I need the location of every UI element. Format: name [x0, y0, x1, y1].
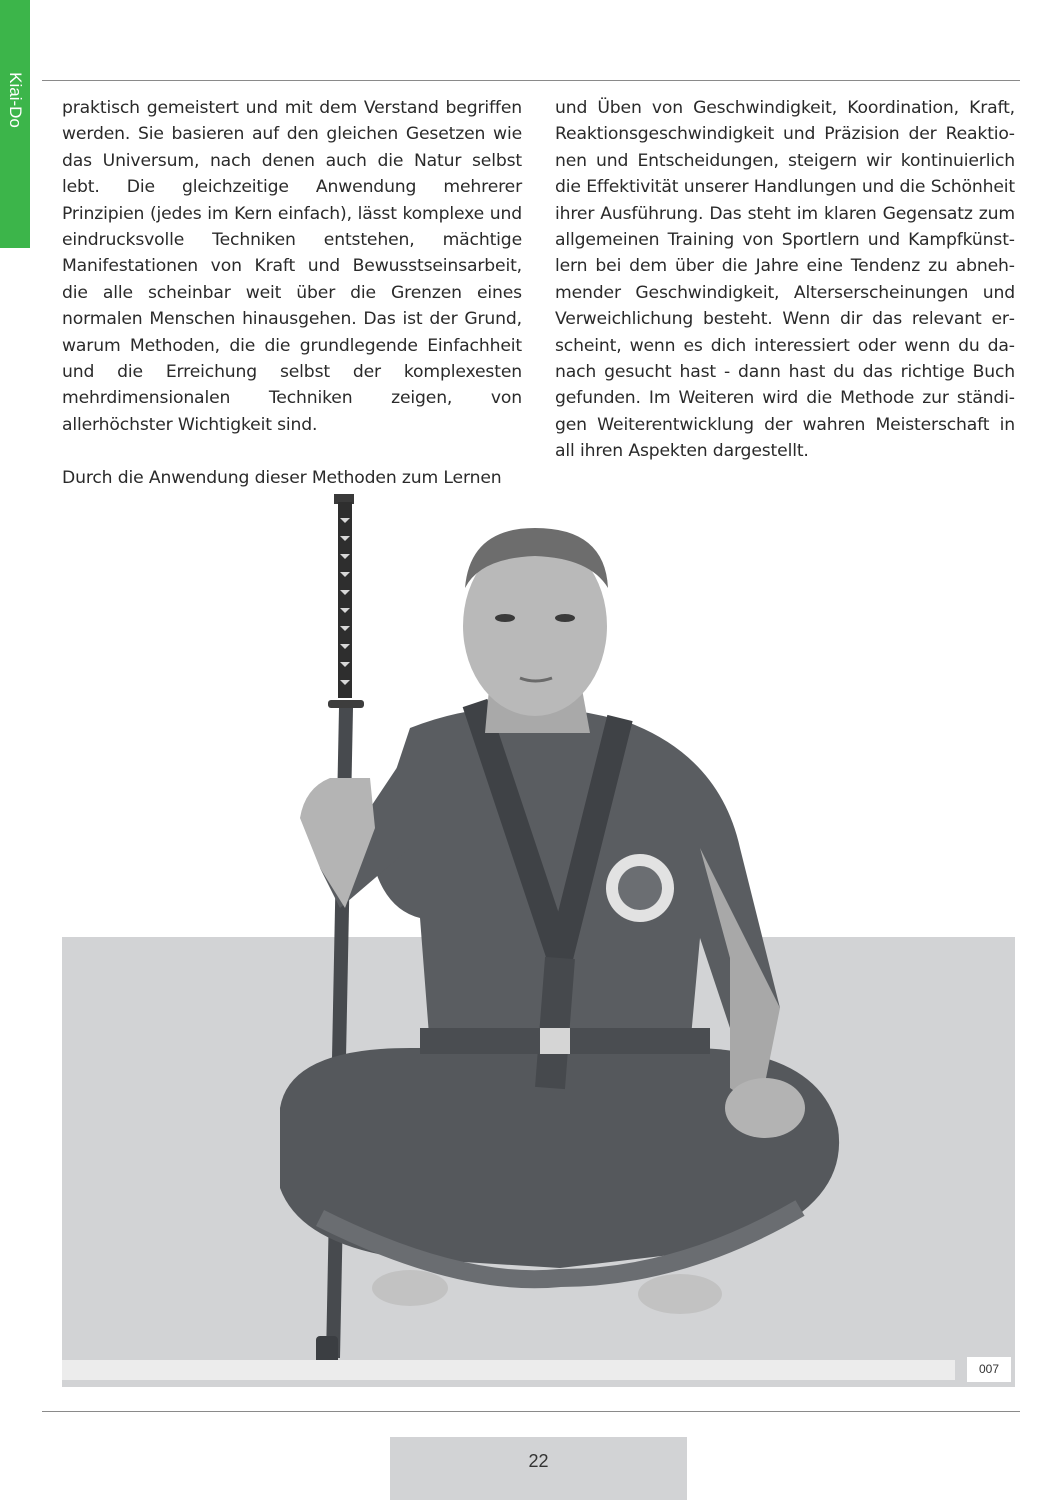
footer-rule: [42, 1411, 1020, 1412]
text-column-right: [555, 95, 1015, 465]
figure-number: 007: [967, 1357, 1011, 1382]
header-rule: [42, 80, 1020, 81]
paragraph: und Üben von Geschwindigkeit, Koordination, Kraft, Reaktionsgeschwindigkeit und Präzision der Reaktionen und Entscheidungen, steigern wir kontinuierlich die Effektivität unserer Handlungen und die Schönheit ihrer Ausführung. Das steht im klaren Gegensatz zum allgemeinen Training von Sportlern und Kampfkünstlern bei dem über die Jahre eine Tendenz zu abnehmender Geschwindigkeit, Alterserscheinungen und Verweichlichung besteht. Wenn dir das relevant erscheint, wenn es dich interessiert oder wenn du danach gesucht hast - dann hast du das richtige Buch gefunden. Im Weiteren wird die Methode zur ständigen Weiterentwicklung der wahren Meisterschaft in all ihren Aspekten dargestellt.: [555, 98, 1015, 462]
chapter-tab-label: Kiai-Do: [6, 72, 25, 128]
paragraph: Durch die Anwendung dieser Methoden zum Lernen: [62, 467, 502, 488]
figure-caption-bar: [62, 1360, 955, 1380]
page-number: 22: [528, 1451, 549, 1471]
page-number-box: [390, 1437, 687, 1500]
chapter-side-tab: [0, 0, 30, 248]
martial-artist-photo: [260, 488, 850, 1373]
text-column-left: [62, 95, 522, 491]
paragraph: praktisch gemeistert und mit dem Verstand begriffen werden. Sie basieren auf den gleichen Gesetzen wie das Universum, nach denen auch die Natur selbst lebt. Die gleichzeitige Anwendung mehrerer Prinzipien (jedes im Kern einfach), lässt komplexe und eindrucksvolle Techniken entstehen, mächtige Manifestationen von Kraft und Bewusstseinsarbeit, die alle scheinbar weit über die Grenzen eines normalen Menschen hinausgehen. Das ist der Grund, warum Methoden, die die grundlegende Einfachheit und die Erreichung selbst der komplexesten mehrdimensionalen Techniken zeigen, von allerhöchster Wichtigkeit sind.: [62, 98, 522, 435]
